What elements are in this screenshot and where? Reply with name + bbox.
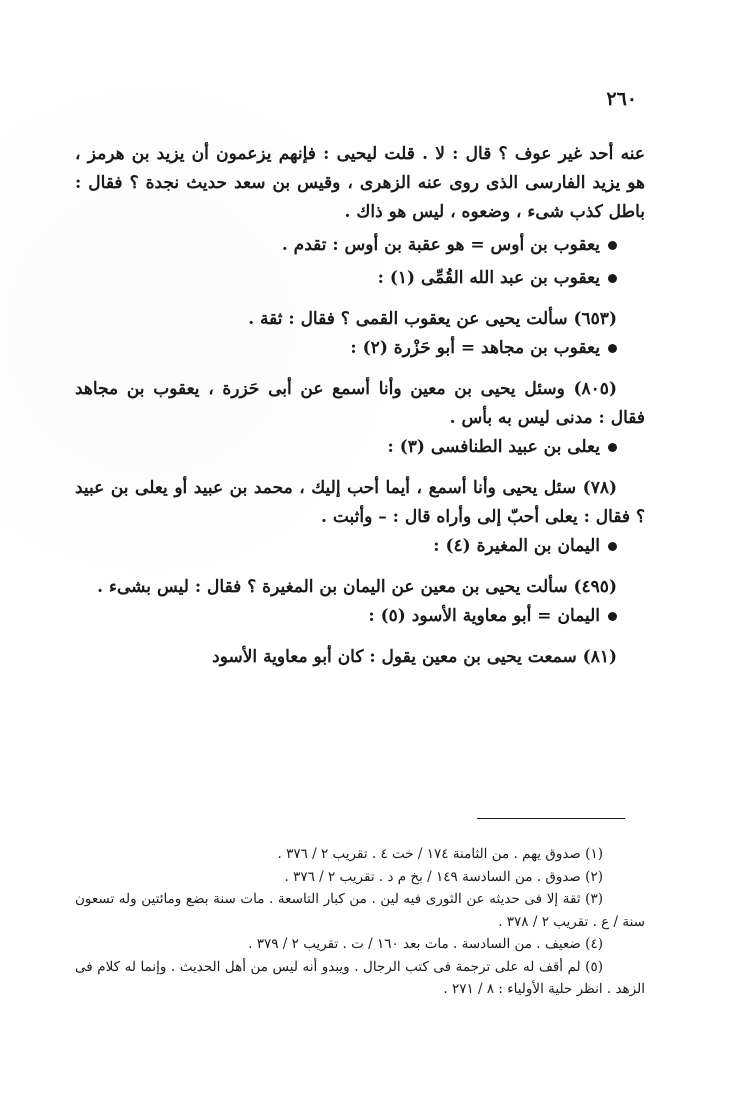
main-text bbox=[75, 140, 645, 672]
footnote: (١) صدوق يهم . من الثامنة ١٧٤ / خت ٤ . تقريب ٢ / ٣٧٦ . bbox=[277, 846, 603, 862]
bullet-icon bbox=[608, 241, 617, 250]
paragraph: (٦٥٣) سألت يحيى عن يعقوب القمى ؟ فقال : ثقة . bbox=[248, 309, 617, 329]
footnote: (٣) ثقة إلا فى حديثه عن الثورى فيه لين . من كبار التاسعة . مات سنة بضع ومائتين وله تسعون سنة / ع . تقريب ٢ / ٣٧٨ . bbox=[75, 891, 645, 930]
footnotes bbox=[75, 843, 645, 1001]
bullet-icon bbox=[608, 344, 617, 353]
bullet-icon bbox=[608, 612, 617, 621]
footnote: (٢) صدوق . من السادسة ١٤٩ / بخ م د . تقريب ٢ / ٣٧٦ . bbox=[284, 868, 603, 885]
narrator-entry bbox=[75, 334, 645, 363]
bullet-icon bbox=[608, 443, 617, 452]
narrator-entry bbox=[75, 433, 645, 462]
entry-text: يعقوب بن مجاهد = أبو حَزْرة (٢) : bbox=[350, 338, 600, 358]
paragraph: (٤٩٥) سألت يحيى بن معين عن اليمان بن المغيرة ؟ فقال : ليس بشىء . bbox=[97, 577, 617, 597]
paragraph: (٨٠٥) وسئل يحيى بن معين وأنا أسمع عن أبى حَزرة ، يعقوب بن مجاهد فقال : مدنى ليس به بأس . bbox=[75, 379, 645, 428]
footnote-divider bbox=[477, 818, 625, 819]
paragraph: (٧٨) سئل يحيى وأنا أسمع ، أيما أحب إليك ، محمد بن عبيد أو يعلى بن عبيد ؟ فقال : يعلى أحبّ إلى وأراه قال : – وأثبت . bbox=[75, 478, 645, 527]
bullet-icon bbox=[608, 274, 617, 283]
narrator-entry bbox=[75, 264, 645, 293]
entry-text: يعقوب بن عبد الله القُمِّى (١) : bbox=[377, 268, 600, 288]
bullet-icon bbox=[608, 542, 617, 551]
narrator-entry bbox=[75, 532, 645, 561]
narrator-entry bbox=[75, 231, 645, 260]
entry-text: يعلى بن عبيد الطنافسى (٣) : bbox=[387, 437, 600, 457]
footnote: (٥) لم أقف له على ترجمة فى كتب الرجال . ويبدو أنه ليس من أهل الحديث . وإنما له كلام فى الزهد . انظر حلية الأولياء : ٨ / ٢٧١ . bbox=[75, 958, 645, 997]
entry-text: يعقوب بن أوس = هو عقبة بن أوس : تقدم . bbox=[281, 235, 600, 255]
paragraph: (٨١) سمعت يحيى بن معين يقول : كان أبو معاوية الأسود bbox=[212, 647, 617, 667]
entry-text: اليمان = أبو معاوية الأسود (٥) : bbox=[368, 606, 600, 626]
footnote: (٤) ضعيف . من السادسة . مات بعد ١٦٠ / ت . تقريب ٢ / ٣٧٩ . bbox=[248, 936, 603, 952]
page-number: ٢٦٠ bbox=[606, 88, 637, 110]
narrator-entry bbox=[75, 602, 645, 631]
paragraph: عنه أحد غير عوف ؟ قال : لا . قلت ليحيى : فإنهم يزعمون أن يزيد بن هرمز ، هو يزيد الفارسى الذى روى عنه الزهرى ، وقيس بن سعد حديث نجدة ؟ فقال : باطل كذب شىء ، وضعوه ، ليس هو ذاك . bbox=[75, 144, 645, 222]
entry-text: اليمان بن المغيرة (٤) : bbox=[433, 536, 600, 556]
